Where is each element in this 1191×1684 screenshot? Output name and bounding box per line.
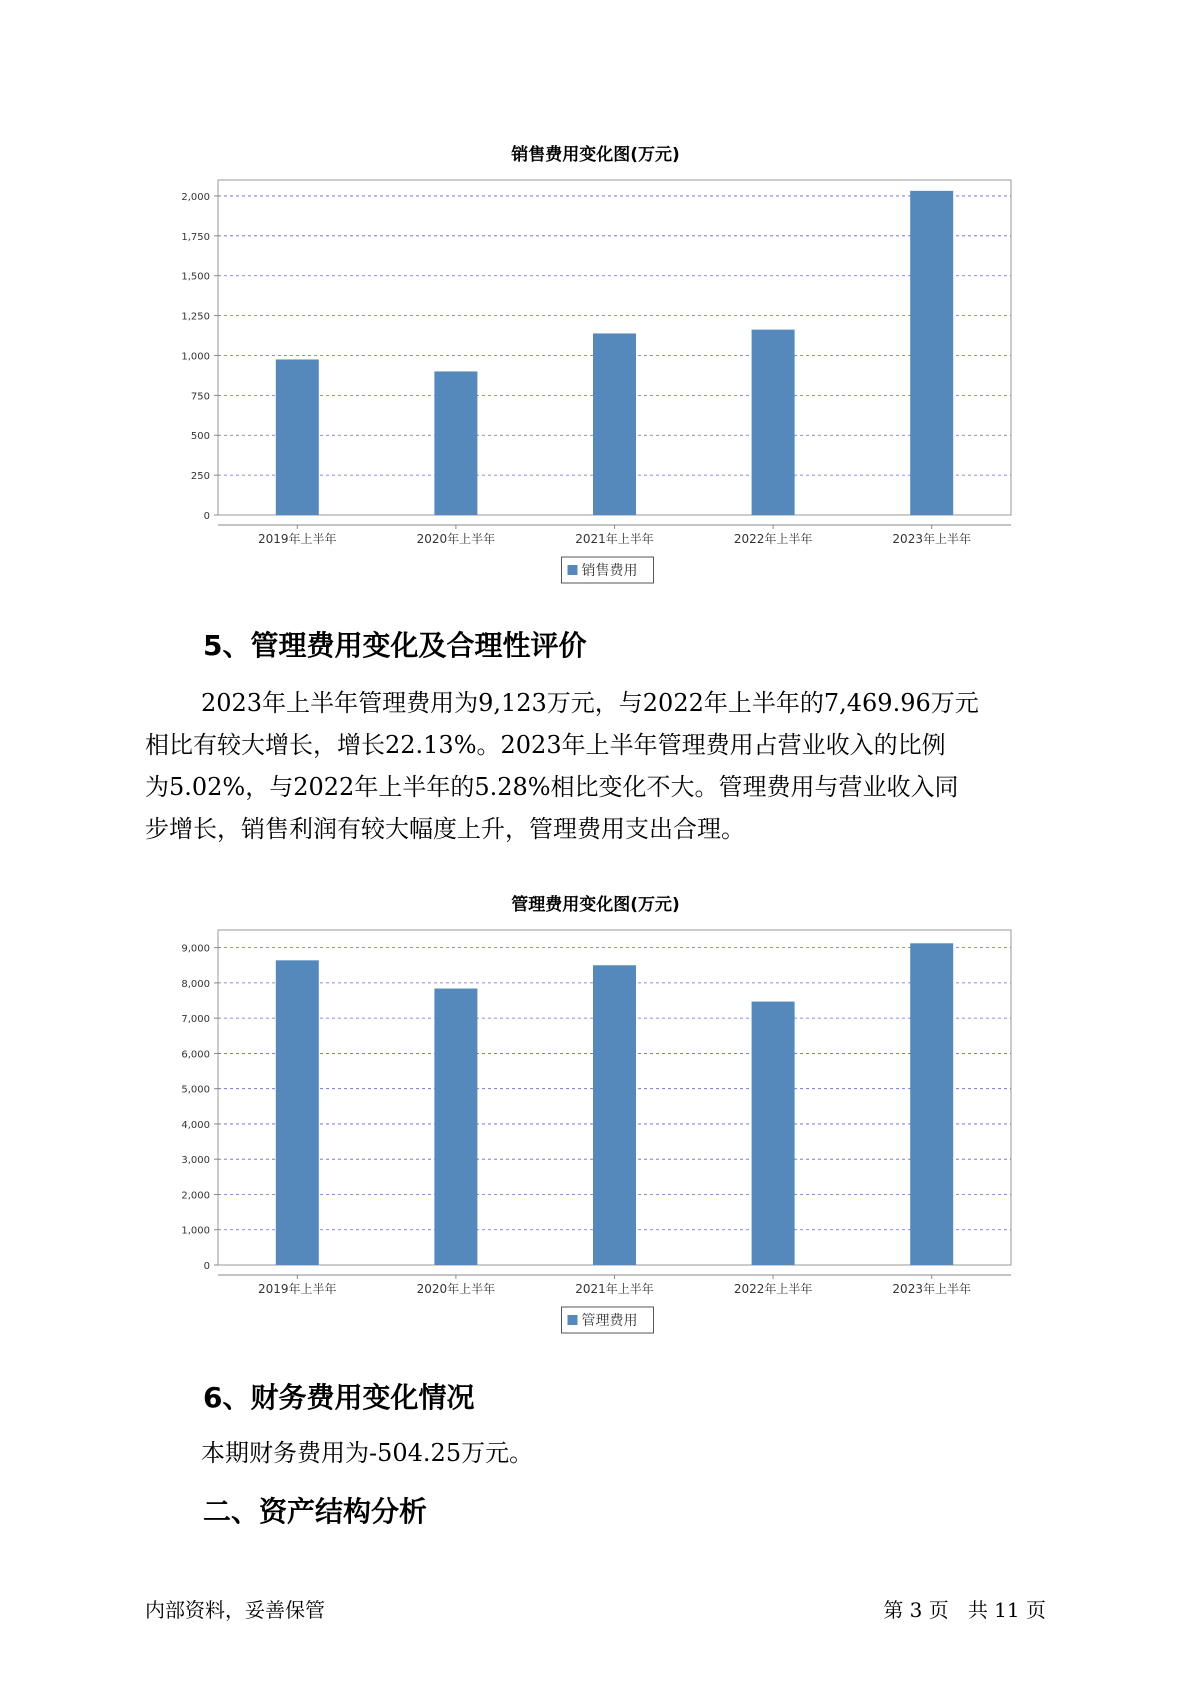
y-tick-label: 1,750 — [181, 231, 210, 243]
y-tick-label: 9,000 — [181, 943, 210, 955]
y-tick-label: 250 — [190, 471, 210, 483]
y-tick-label: 3,000 — [181, 1155, 210, 1167]
bar — [276, 960, 319, 1265]
x-tick-label: 2023年上半年 — [892, 532, 971, 546]
x-tick-label: 2019年上半年 — [258, 532, 337, 546]
section-heading: 6、财务费用变化情况 — [203, 1381, 475, 1414]
y-tick-label: 750 — [190, 391, 210, 403]
paragraph-line: 为5.02%，与2022年上半年的5.28%相比变化不大。管理费用与营业收入同 — [145, 773, 959, 801]
y-tick-label: 1,500 — [181, 271, 210, 283]
y-tick-label: 2,000 — [181, 1190, 210, 1202]
paragraph-line: 2023年上半年管理费用为9,123万元，与2022年上半年的7,469.96万元 — [201, 689, 979, 717]
y-tick-label: 1,000 — [181, 1225, 210, 1237]
bar — [752, 1002, 795, 1265]
bar — [434, 989, 477, 1265]
section-heading: 二、资产结构分析 — [203, 1495, 428, 1528]
chart-title: 销售费用变化图(万元) — [511, 145, 680, 165]
legend-label: 销售费用 — [581, 563, 638, 579]
chart-plot — [0, 890, 1191, 1329]
y-tick-label: 8,000 — [181, 978, 210, 990]
y-tick-label: 1,000 — [181, 351, 210, 363]
y-tick-label: 4,000 — [181, 1119, 210, 1131]
bar — [276, 359, 319, 515]
bar — [593, 333, 636, 515]
y-tick-label: 6,000 — [181, 1049, 210, 1061]
admin-expense-chart — [0, 890, 1191, 1329]
x-tick-label: 2020年上半年 — [416, 532, 496, 546]
paragraph-line: 相比有较大增长，增长22.13%。2023年上半年管理费用占营业收入的比例 — [145, 731, 946, 759]
sales-expense-chart — [0, 140, 1191, 579]
paragraph-line: 本期财务费用为-504.25万元。 — [201, 1439, 534, 1467]
x-tick-label: 2020年上半年 — [416, 1282, 496, 1296]
x-tick-label: 2022年上半年 — [733, 1282, 813, 1296]
x-tick-label: 2021年上半年 — [575, 532, 654, 546]
footer-note: 内部资料，妥善保管 — [145, 1598, 325, 1622]
y-tick-label: 7,000 — [181, 1014, 210, 1026]
legend-swatch — [568, 565, 578, 575]
bar — [910, 191, 953, 515]
x-tick-label: 2022年上半年 — [733, 532, 813, 546]
x-tick-label: 2021年上半年 — [575, 1282, 654, 1296]
x-tick-label: 2023年上半年 — [892, 1282, 971, 1296]
bar — [910, 943, 953, 1265]
page-number: 第 3 页 共 11 页 — [883, 1598, 1046, 1622]
legend-label: 管理费用 — [581, 1313, 638, 1329]
bar — [752, 330, 795, 515]
bar — [593, 965, 636, 1265]
bar — [434, 371, 477, 515]
chart-title: 管理费用变化图(万元) — [511, 895, 680, 915]
x-tick-label: 2019年上半年 — [258, 1282, 337, 1296]
y-tick-label: 0 — [203, 511, 210, 522]
section-heading: 5、管理费用变化及合理性评价 — [203, 629, 587, 662]
section5-paragraph — [145, 682, 1065, 850]
paragraph-line: 步增长，销售利润有较大幅度上升，管理费用支出合理。 — [145, 815, 745, 843]
y-tick-label: 1,250 — [181, 311, 210, 323]
y-tick-label: 5,000 — [181, 1084, 210, 1096]
y-tick-label: 500 — [190, 431, 210, 443]
y-tick-label: 2,000 — [181, 191, 210, 203]
chart-plot — [0, 140, 1191, 579]
legend-swatch — [568, 1315, 578, 1325]
section6-paragraph — [145, 1432, 1065, 1474]
y-tick-label: 0 — [203, 1261, 210, 1272]
